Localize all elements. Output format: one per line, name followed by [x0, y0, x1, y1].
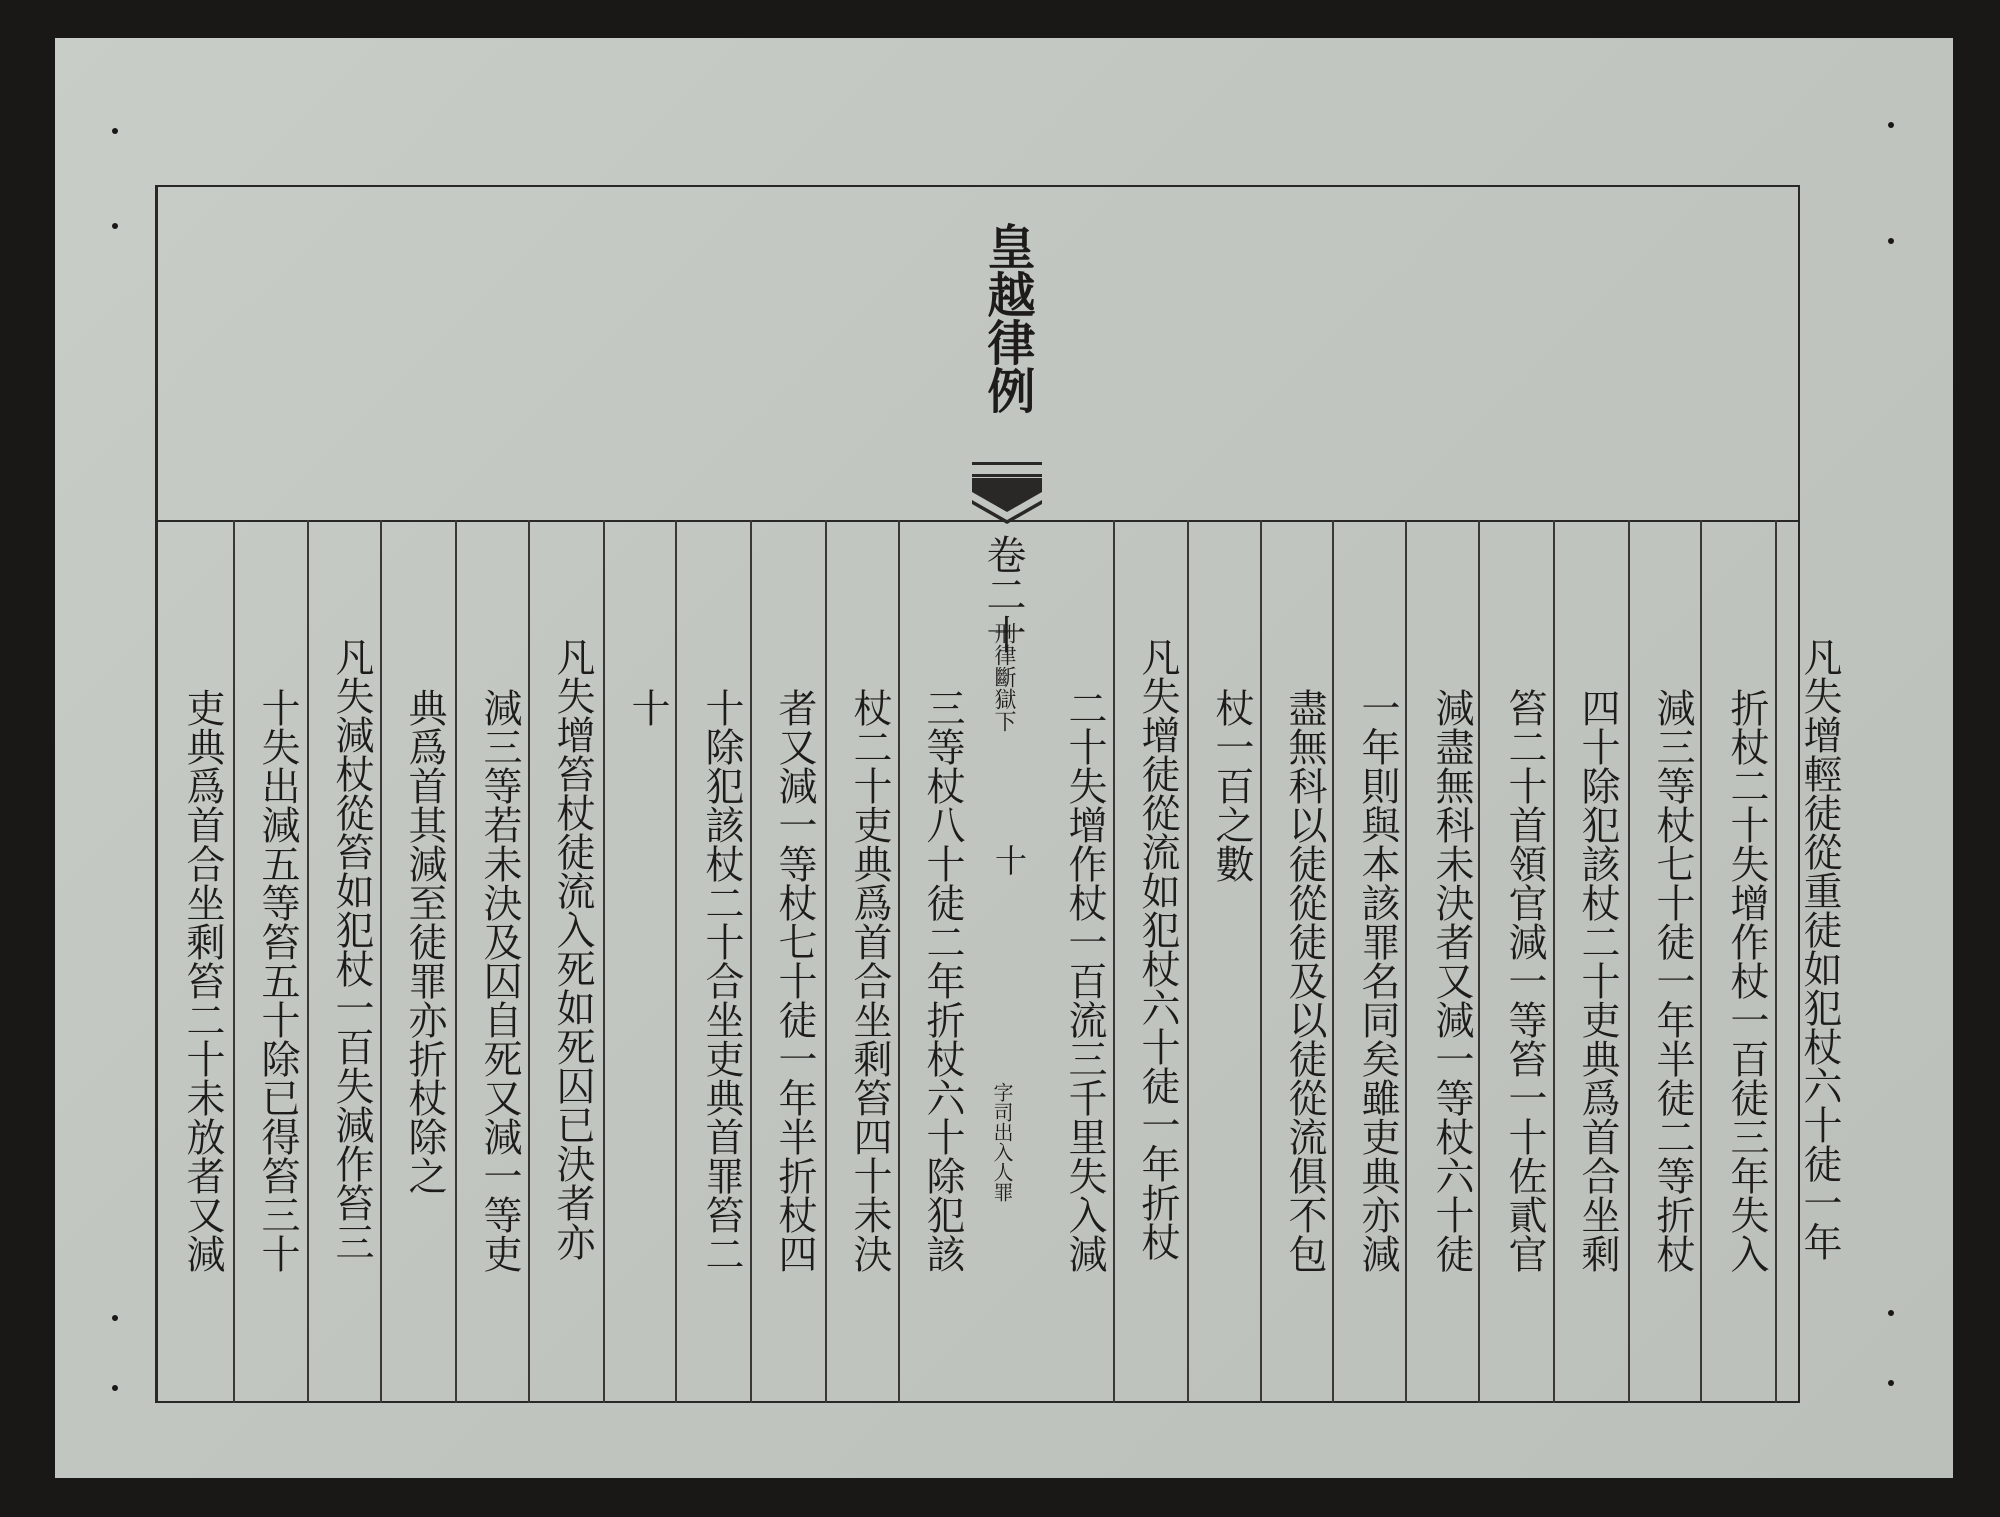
text-column: 杖一百之數: [1209, 688, 1254, 883]
text-column: 十: [625, 688, 670, 727]
column-rule: [1332, 520, 1334, 1403]
column-rule: [1405, 520, 1407, 1403]
column-rule: [528, 520, 530, 1403]
column-rule: [455, 520, 457, 1403]
text-column: 盡無科以徒從徒及以徒從流俱不包: [1282, 688, 1327, 1273]
column-rule: [898, 520, 900, 1403]
column-rule: [307, 520, 309, 1403]
book-title: 皇越律例: [979, 222, 1035, 414]
text-column: 凡失增徒從流如犯杖六十徒一年折杖: [1135, 637, 1180, 1261]
pin-hole: [1888, 1310, 1894, 1316]
section-label: 刑律斷獄下: [991, 622, 1016, 732]
text-column: 三等杖八十徒二年折杖六十除犯該: [920, 688, 965, 1273]
text-column: 笞二十首領官減一等笞一十佐貳官: [1502, 688, 1547, 1273]
column-rule: [675, 520, 677, 1403]
text-column: 凡失增輕徒從重徒如犯杖六十徒一年: [1797, 637, 1842, 1261]
column-rule: [1553, 520, 1555, 1403]
text-column: 十失出減五等笞五十除已得笞三十: [255, 688, 300, 1273]
column-rule: [1628, 520, 1630, 1403]
pin-hole: [112, 128, 118, 134]
text-column: 減三等若未決及囚自死又減一等吏: [477, 688, 522, 1273]
column-rule: [1775, 520, 1777, 1403]
pin-hole: [1888, 238, 1894, 244]
text-column: 減三等杖七十徒一年半徒二等折杖: [1650, 688, 1695, 1273]
center-spine: [972, 212, 1042, 1402]
column-rule: [1260, 520, 1262, 1403]
column-rule: [380, 520, 382, 1403]
pin-hole: [112, 1315, 118, 1321]
spine-rule: [972, 462, 1042, 465]
volume-label: 卷二十: [980, 534, 1026, 654]
text-column: 杖二十吏典爲首合坐剩笞四十未決: [847, 688, 892, 1273]
pin-hole: [1888, 122, 1894, 128]
text-column: 二十失增作杖一百流三千里失入減: [1062, 688, 1107, 1273]
pin-hole: [1888, 1380, 1894, 1386]
text-column: 四十除犯該杖二十吏典爲首合坐剩: [1575, 688, 1620, 1273]
text-column: 吏典爲首合坐剩笞二十未放者又減: [180, 688, 225, 1273]
text-column: 十除犯該杖二十合坐吏典首罪笞二: [699, 688, 744, 1273]
column-rule: [603, 520, 605, 1403]
text-column: 減盡無科未決者又減一等杖六十徒: [1429, 688, 1474, 1273]
text-column: 典爲首其減至徒罪亦折杖除之: [402, 688, 447, 1195]
carver-note: 字司出入人罪: [990, 1082, 1014, 1202]
spine-rule: [972, 474, 1042, 477]
text-column: 折杖二十失增作杖一百徒三年失入: [1724, 688, 1769, 1273]
column-rule: [1187, 520, 1189, 1403]
column-rule: [1478, 520, 1480, 1403]
pin-hole: [112, 223, 118, 229]
pin-hole: [112, 1385, 118, 1391]
column-rule: [825, 520, 827, 1403]
page-number: 十: [990, 844, 1028, 876]
text-column: 一年則與本該罪名同矣雖吏典亦減: [1355, 688, 1400, 1273]
text-column: 凡失減杖從笞如犯杖一百失減作笞三: [329, 637, 374, 1261]
column-rule: [1700, 520, 1702, 1403]
text-column: 者又減一等杖七十徒一年半折杖四: [772, 688, 817, 1273]
text-column: 凡失增笞杖徒流入死如死囚已決者亦: [550, 637, 595, 1261]
column-rule: [233, 520, 235, 1403]
column-rule: [1113, 520, 1115, 1403]
column-rule: [750, 520, 752, 1403]
fishtail-mark: [972, 478, 1042, 528]
